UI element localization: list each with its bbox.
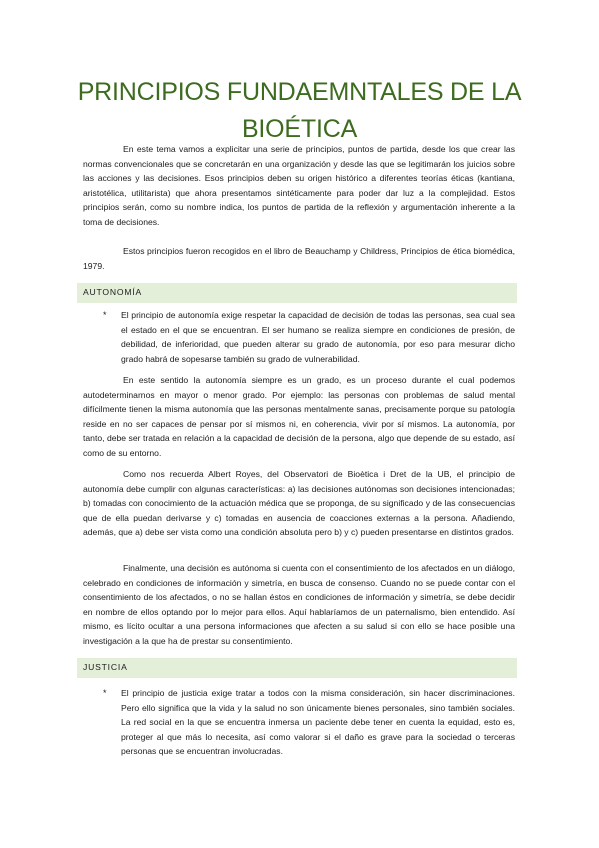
bullet-marker: * — [103, 310, 107, 320]
title-line-1: PRINCIPIOS FUNDAEMNTALES DE LA — [77, 78, 522, 106]
source-paragraph: Estos principios fueron recogidos en el libro de Beauchamp y Childress, Principios de ética biomédica, 1979. — [83, 246, 515, 271]
section-heading-label: JUSTICIA — [83, 662, 128, 672]
autonomia-paragraph-1: En este sentido la autonomía siempre es un grado, es un proceso durante el cual podemos autodeterminarnos en mayor o menor grado. Por ejemplo: las personas con problemas de salud mental difícilmente tienen la misma autonomía que las personas mentalmente sanas, precisamente porque su patología reside en no ser capaces de pensar por sí mismos ni, en coherencia, vivir por sí mismos. La autonomía, por tanto, debe ser tratada en relación a la capacidad de decisión de la persona, algo que depende de su estado, así como de su entorno. — [83, 375, 515, 458]
section-heading-justicia — [77, 658, 517, 678]
autonomia-paragraph-3: Finalmente, una decisión es autónoma si cuenta con el consentimiento de los afectados en un diálogo, celebrado en condiciones de información y simetría, en busca de consenso. Cuando no se puede contar con el consentimiento de los afectados, o no se hallan éstos en condiciones de información y simetría, se debe decidir en nombre de ellos optando por lo mejor para ellos. Aquí hablaríamos de un paternalismo, bien entendido. Así mismo, es lícito ocultar a una persona informaciones que afecten a su salud si con ello se hace posible una investigación a la que ha de prestar su consentimiento. — [83, 563, 515, 646]
autonomia-paragraph-2: Como nos recuerda Albert Royes, del Observatori de Bioètica i Dret de la UB, el principio de autonomía debe cumplir con algunas características: a) las decisiones autónomas son decisiones intencionadas; b) tomadas con conocimiento de la actuación médica que se proponga, de su significado y de las consecuencias que de ella puedan derivarse y c) tomadas en ausencia de coacciones externas a la persona. Añadiendo, además, que a) debe ser vista como una condición absoluta pero b) y c) pueden presentarse en distintos grados. — [83, 469, 515, 538]
section-heading-label: AUTONOMÍA — [83, 287, 143, 297]
justicia-bullet-text: El principio de justicia exige tratar a todos con la misma consideración, sin hacer discriminaciones. Pero ello significa que la vida y la salud no son únicamente bienes personales, sino también sociales. La red social en la que se encuentra inmersa un paciente debe tener en cuenta la equidad, esto es, proteger al que más lo necesita, así como valorar si el daño es grave para la sociedad o terceras personas que se encuentran involucradas. — [121, 688, 515, 757]
bullet-marker: * — [103, 688, 107, 698]
title-line-2: BIOÉTICA — [241, 115, 358, 143]
section-heading-autonomia — [77, 283, 517, 303]
document-title — [60, 74, 539, 148]
intro-paragraph: En este tema vamos a explicitar una serie de principios, puntos de partida, desde los que crear las normas convencionales que se concretarán en una organización y desde las que se legitimarán los juicios sobre las acciones y las decisiones. Esos principios deben su origen histórico a diferentes teorías éticas (kantiana, aristotélica, utilitarista) que ahora presentamos sintéticamente para poder dar luz a la complejidad. Estos principios serán, como su nombre indica, los puntos de partida de la reflexión y argumentación inherente a la toma de decisiones. — [83, 144, 515, 227]
autonomia-bullet-text: El principio de autonomía exige respetar la capacidad de decisión de todas las personas, sea cual sea el estado en el que se encuentran. El ser humano se realiza siempre en condiciones de presión, de debilidad, de inferioridad, que pueden alterar su grado de autonomía, por eso para mesurar dicho grado habrá de sopesarse también su grado de vulnerabilidad. — [121, 310, 515, 364]
